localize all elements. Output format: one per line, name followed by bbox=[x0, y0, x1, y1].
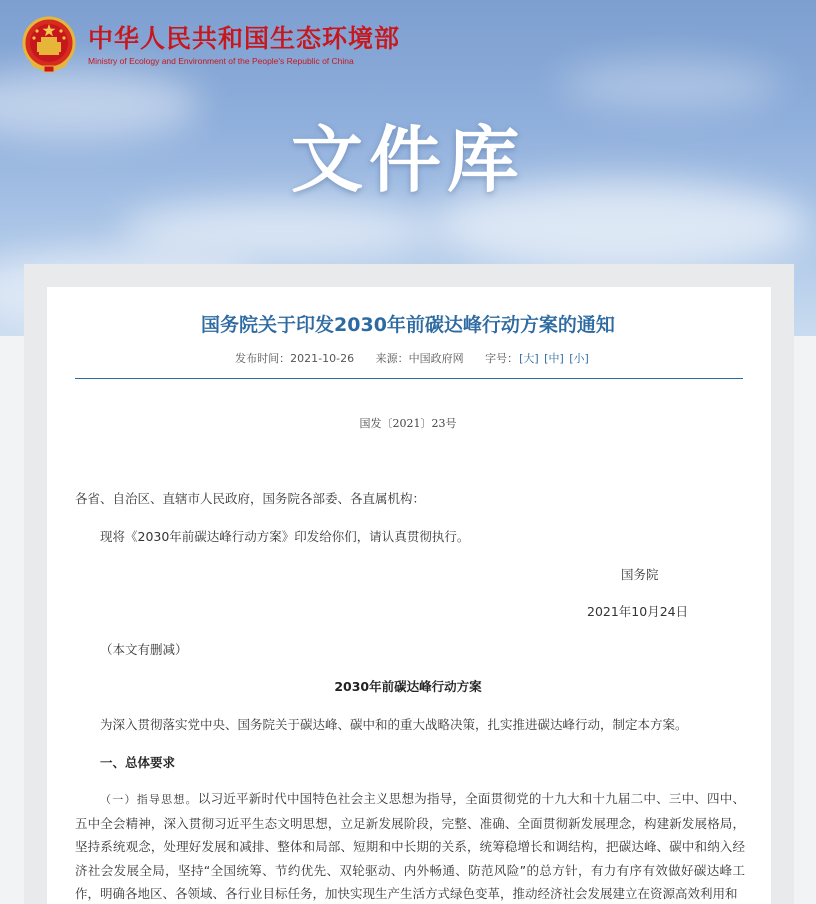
plan-intro: 为深入贯彻落实党中央、国务院关于碳达峰、碳中和的重大战略决策，扎实推进碳达峰行动，制定本方案。 bbox=[100, 717, 688, 732]
font-size-medium-link[interactable]: [中] bbox=[544, 352, 564, 365]
notice-text: 现将《2030年前碳达峰行动方案》印发给你们，请认真贯彻执行。 bbox=[100, 529, 470, 544]
national-emblem-icon bbox=[22, 16, 76, 74]
document-number: 国发〔2021〕23号 bbox=[359, 417, 457, 430]
font-size-large-link[interactable]: [大] bbox=[519, 352, 539, 365]
section-heading: 一、总体要求 bbox=[100, 755, 176, 770]
title-divider bbox=[75, 378, 743, 379]
banner-title: 文件库 bbox=[290, 118, 525, 202]
recipients: 各省、自治区、直辖市人民政府，国务院各部委、各直属机构： bbox=[75, 491, 426, 506]
article-source: 来源：中国政府网 bbox=[375, 352, 464, 365]
article-meta bbox=[0, 350, 816, 366]
cloud-decoration bbox=[120, 200, 440, 260]
site-name-cn: 中华人民共和国生态环境部 bbox=[88, 24, 401, 53]
font-size-small-link[interactable]: [小] bbox=[569, 352, 589, 365]
plan-title: 2030年前碳达峰行动方案 bbox=[334, 679, 482, 694]
font-size-label: 字号： bbox=[485, 352, 519, 365]
article-title: 国务院关于印发2030年前碳达峰行动方案的通知 bbox=[201, 314, 615, 336]
sign-date: 2021年10月24日 bbox=[587, 604, 689, 619]
signer: 国务院 bbox=[621, 567, 659, 582]
publish-date: 发布时间：2021-10-26 bbox=[235, 352, 355, 365]
site-name-en: Ministry of Ecology and Environment of the People's Republic of China bbox=[88, 56, 354, 66]
guiding-thought-paragraph bbox=[75, 787, 745, 904]
paragraph-lead: （一）指导思想。 bbox=[100, 793, 198, 806]
site-logo[interactable] bbox=[22, 16, 400, 74]
paragraph-body: 以习近平新时代中国特色社会主义思想为指导，全面贯彻党的十九大和十九届二中、三中、四中、五中全会精神，深入贯彻习近平生态文明思想，立足新发展阶段，完整、准确、全面贯彻新发展理念，构建新发展格局，坚持系统观念，处理好发展和减排、整体和局部、短期和中长期的关系，统筹稳增长和调结构，把碳达峰、碳中和纳入经济社会发展全局，坚持“全国统筹、节约优先、双轮驱动、内外畅通、防范风险”的总方针，有力有序有效做好碳达峰工作，明确各地区、各领域、各行业目标任务，加快实现生产生活方式绿色变革，推动经济社会发展建立在资源高效利用和 bbox=[75, 791, 745, 901]
abridged-note: （本文有删减） bbox=[100, 642, 188, 657]
